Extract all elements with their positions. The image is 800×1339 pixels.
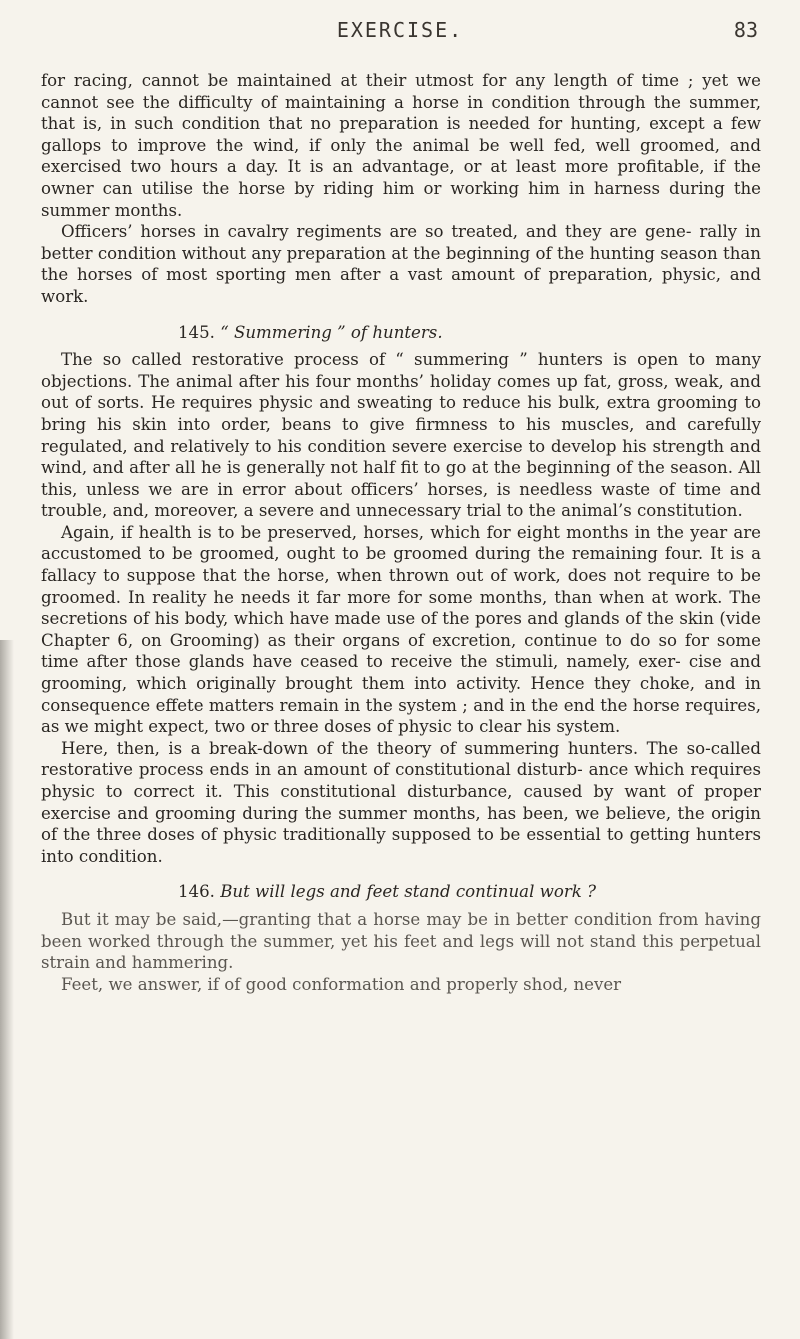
running-title: EXERCISE.: [336, 18, 464, 42]
paragraph: Feet, we answer, if of good conformation and properly shod, never: [61, 974, 622, 994]
section-title: But will legs and feet stand continual work ?: [220, 882, 597, 902]
paragraph: Here, then, is a break-down of the theory of summering hunters. The so-called restorative process ends in an amount of constitutional disturb- ance which requires physic to correct it. This constitutional disturbance, caused by want of proper exercise and grooming during the summer months, has been, we believe, the origin of the three doses of physic traditionally supposed to be essential to getting hunters into condition.: [41, 738, 761, 866]
section-title: “ Summering ” of hunters.: [220, 322, 443, 342]
page-number: 83: [733, 18, 758, 42]
paragraph: Officers’ horses in cavalry regiments are so treated, and they are gene- rally in better condition without any preparation at the beginning of the hunting season than the horses of most sporting men after a vast amount of preparation, physic, and work.: [41, 222, 761, 306]
running-head: [0, 14, 800, 44]
section-heading-146: [41, 881, 761, 903]
binding-shadow: [0, 640, 14, 1339]
section-number: 145.: [178, 322, 215, 342]
body-text: [41, 70, 761, 995]
paragraph: The so called restorative process of “ summering ” hunters is open to many objections. The animal after his four months’ holiday comes up fat, gross, weak, and out of sorts. He requires physic and sweating to reduce his bulk, extra grooming to bring his skin into order, beans to give firmness to his muscles, and carefully regulated, and relatively to his condition severe exercise to develop his strength and wind, and after all he is generally not half fit to go at the beginning of the season. All this, unless we are in error about officers’ horses, is needless waste of time and trouble, and, moreover, a severe and unnecessary trial to the animal’s constitution.: [41, 350, 761, 521]
paragraph: But it may be said,—granting that a horse may be in better condition from having been worked through the summer, yet his feet and legs will not stand this perpetual strain and hammering.: [41, 909, 761, 973]
section-heading-145: [41, 322, 761, 344]
paragraph: Again, if health is to be preserved, horses, which for eight months in the year are accustomed to be groomed, ought to be groomed during the remaining four. It is a fallacy to suppose that the horse, when thrown out of work, does not require to be groomed. In reality he needs it far more for some months, than when at work. The secretions of his body, which have made use of the pores and glands of the skin (vide Chapter 6, on Grooming) as their organs of excretion, continue to do so for some time after those glands have ceased to receive the stimuli, namely, exer- cise and grooming, which originally brought them into activity. Hence they choke, and in consequence effete matters remain in the system ; and in the end the horse requires, as we might expect, two or three doses of physic to clear his system.: [41, 522, 761, 737]
section-number: 146.: [178, 882, 215, 902]
paragraph: for racing, cannot be maintained at their utmost for any length of time ; yet we cannot see the difficulty of maintaining a horse in condition through the summer, that is, in such condition that no preparation is needed for hunting, except a few gallops to improve the wind, if only the animal be well fed, well groomed, and exercised two hours a day. It is an advantage, or at least more profitable, if the owner can utilise the horse by riding him or working him in harness during the summer months.: [41, 71, 761, 220]
